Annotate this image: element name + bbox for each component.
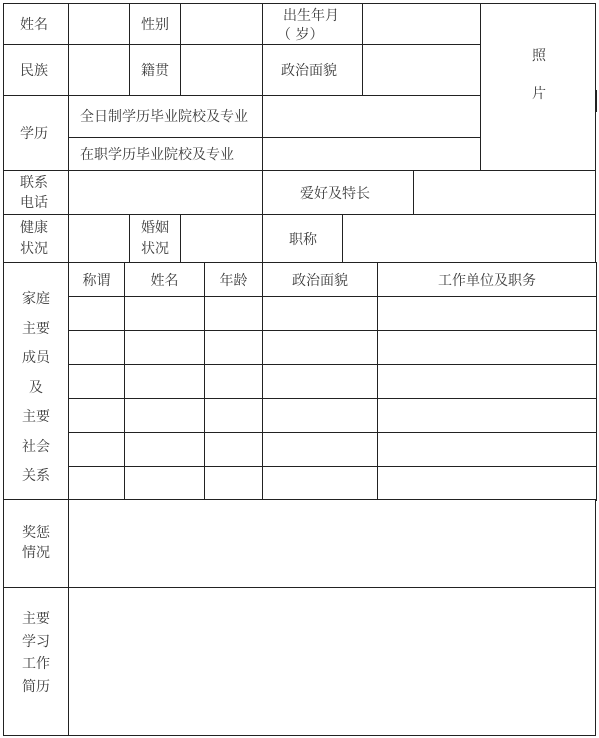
birth-field[interactable]: [362, 3, 481, 45]
inservice-edu-label-cell: [68, 137, 263, 171]
family-header-age: [204, 262, 263, 297]
marital-label-2: 状况: [141, 241, 169, 257]
ethnicity-field[interactable]: [68, 44, 130, 96]
edge-mark: [595, 90, 597, 112]
family-header-political-status: [262, 262, 378, 297]
fulltime-edu-label-cell: [68, 95, 263, 138]
family-cell-work-unit[interactable]: [377, 466, 597, 501]
phone-label-cell: [3, 170, 69, 215]
family-cell-name[interactable]: [124, 432, 205, 467]
family-cell-political-status[interactable]: [262, 364, 378, 399]
political-status-field[interactable]: [362, 44, 481, 96]
birth-label: 出生年月: [283, 8, 339, 24]
resume-field[interactable]: [68, 587, 596, 736]
phone-label-2: 电话: [20, 195, 48, 211]
fulltime-edu-label: 全日制学历毕业院校及专业: [80, 109, 248, 125]
family-cell-age[interactable]: [204, 466, 263, 501]
family-column-label: 年龄: [219, 273, 248, 289]
family-cell-relation[interactable]: [68, 296, 125, 331]
awards-label: 奖惩 情况: [22, 525, 50, 561]
gender-label: 性别: [141, 17, 169, 33]
family-cell-work-unit[interactable]: [377, 432, 597, 467]
hobbies-label-cell: [262, 170, 414, 215]
native-place-label: 籍贯: [141, 63, 169, 79]
marital-label-cell: [129, 214, 181, 263]
birth-label-cell: [262, 3, 363, 45]
health-label-2: 状况: [20, 241, 48, 257]
family-cell-name[interactable]: [124, 398, 205, 433]
inservice-edu-label: 在职学历毕业院校及专业: [80, 147, 234, 163]
resume-label: 主要 学习 工作 简历: [22, 611, 50, 695]
education-label-cell: [3, 95, 69, 171]
family-cell-work-unit[interactable]: [377, 398, 597, 433]
awards-field[interactable]: [68, 499, 596, 588]
native-place-label-cell: [129, 44, 181, 96]
family-cell-relation[interactable]: [68, 330, 125, 365]
marital-label-1: 婚姻: [141, 220, 169, 236]
family-label-cell: [3, 262, 69, 500]
political-status-label-cell: [262, 44, 363, 96]
resume-label-cell: [3, 587, 69, 736]
health-label-cell: [3, 214, 69, 263]
family-column-label: 政治面貌: [292, 273, 348, 289]
family-cell-work-unit[interactable]: [377, 330, 597, 365]
name-label: 姓名: [20, 17, 48, 33]
family-cell-political-status[interactable]: [262, 466, 378, 501]
photo-box[interactable]: [480, 3, 596, 171]
ethnicity-label-cell: [3, 44, 69, 96]
name-label-cell: [3, 3, 69, 45]
family-cell-political-status[interactable]: [262, 330, 378, 365]
family-label: 家庭 主要 成员 及 主要 社会 关系: [22, 291, 50, 484]
inservice-edu-field[interactable]: [262, 137, 481, 171]
family-cell-name[interactable]: [124, 364, 205, 399]
family-cell-name[interactable]: [124, 330, 205, 365]
family-column-label: 姓名: [150, 273, 179, 289]
phone-field[interactable]: [68, 170, 263, 215]
family-cell-age[interactable]: [204, 296, 263, 331]
gender-label-cell: [129, 3, 181, 45]
title-label: 职称: [289, 232, 317, 248]
health-label-1: 健康: [20, 220, 48, 236]
photo-label-2: 片: [532, 86, 546, 102]
phone-label-1: 联系: [20, 175, 48, 191]
hobbies-label: 爱好及特长: [300, 186, 370, 202]
family-cell-political-status[interactable]: [262, 398, 378, 433]
title-field[interactable]: [342, 214, 596, 263]
family-column-label: 工作单位及职务: [438, 273, 536, 289]
gender-field[interactable]: [180, 3, 263, 45]
family-header-work-unit: [377, 262, 597, 297]
family-cell-age[interactable]: [204, 432, 263, 467]
family-column-label: 称谓: [82, 273, 111, 289]
fulltime-edu-field[interactable]: [262, 95, 481, 138]
health-field[interactable]: [68, 214, 130, 263]
political-status-label: 政治面貌: [281, 63, 337, 79]
native-place-field[interactable]: [180, 44, 263, 96]
family-cell-relation[interactable]: [68, 466, 125, 501]
family-header-name: [124, 262, 205, 297]
family-cell-relation[interactable]: [68, 398, 125, 433]
family-cell-name[interactable]: [124, 296, 205, 331]
ethnicity-label: 民族: [20, 63, 48, 79]
awards-label-cell: [3, 499, 69, 588]
education-label: 学历: [20, 126, 48, 142]
age-label: （ 岁）: [277, 27, 324, 43]
family-cell-name[interactable]: [124, 466, 205, 501]
family-header-relation: [68, 262, 125, 297]
family-cell-work-unit[interactable]: [377, 296, 597, 331]
family-cell-political-status[interactable]: [262, 296, 378, 331]
name-field[interactable]: [68, 3, 130, 45]
family-cell-work-unit[interactable]: [377, 364, 597, 399]
title-label-cell: [262, 214, 343, 263]
family-cell-age[interactable]: [204, 398, 263, 433]
photo-label-1: 照: [532, 48, 546, 64]
family-cell-age[interactable]: [204, 364, 263, 399]
family-cell-relation[interactable]: [68, 364, 125, 399]
family-cell-relation[interactable]: [68, 432, 125, 467]
hobbies-field[interactable]: [413, 170, 596, 215]
family-cell-political-status[interactable]: [262, 432, 378, 467]
family-cell-age[interactable]: [204, 330, 263, 365]
marital-field[interactable]: [180, 214, 263, 263]
